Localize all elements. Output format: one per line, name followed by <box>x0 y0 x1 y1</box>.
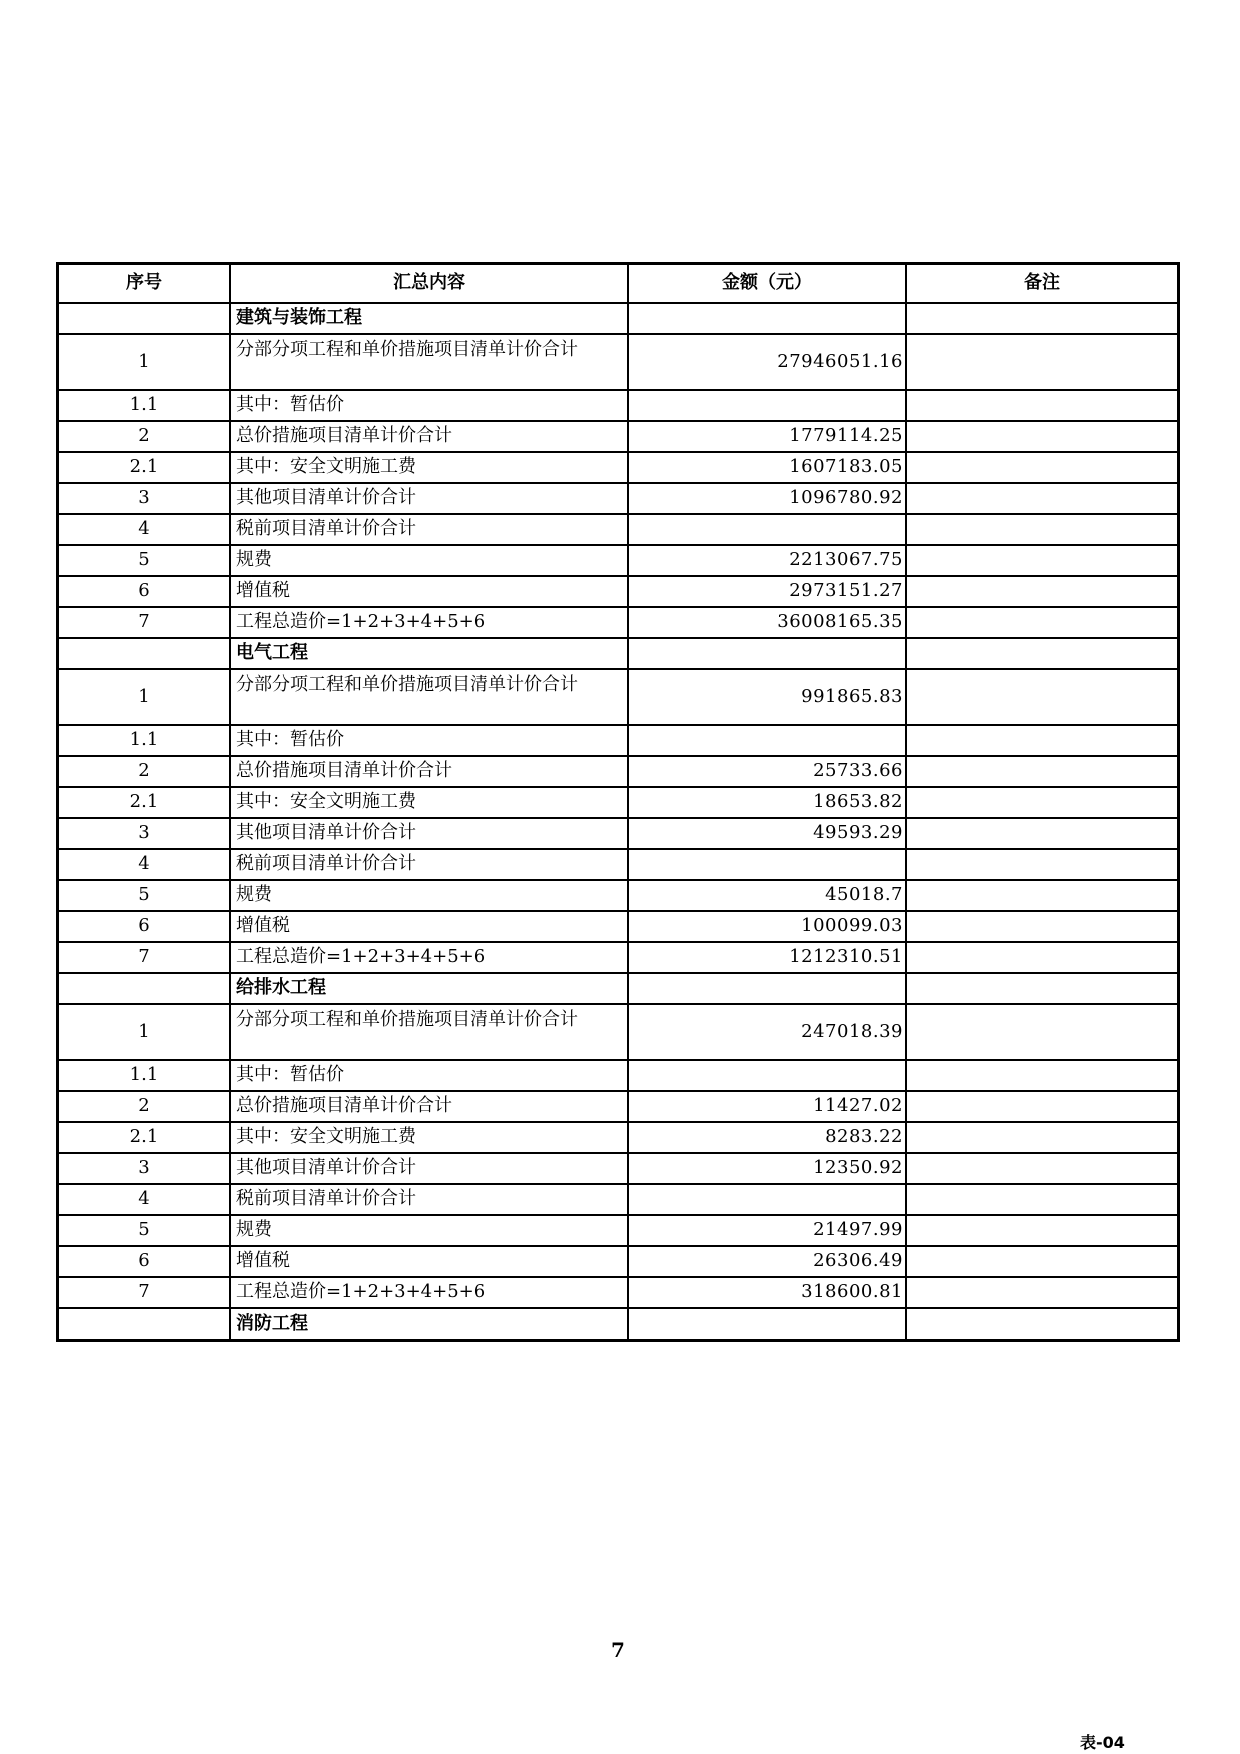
row-remarks <box>906 1184 1177 1215</box>
row-number: 2 <box>59 1091 230 1122</box>
row-content: 规费 <box>230 545 628 576</box>
row-number: 6 <box>59 576 230 607</box>
section-title: 给排水工程 <box>230 973 628 1004</box>
row-remarks <box>906 911 1177 942</box>
row-remarks <box>906 545 1177 576</box>
row-number: 4 <box>59 514 230 545</box>
row-number: 1.1 <box>59 390 230 421</box>
row-amount: 49593.29 <box>628 818 906 849</box>
table-row <box>59 787 1177 818</box>
row-number: 7 <box>59 1277 230 1308</box>
row-number: 2.1 <box>59 787 230 818</box>
row-amount: 991865.83 <box>628 669 906 725</box>
row-number: 7 <box>59 942 230 973</box>
section-remarks-cell <box>906 1308 1177 1339</box>
row-content: 总价措施项目清单计价合计 <box>230 756 628 787</box>
row-remarks <box>906 421 1177 452</box>
section-header-row <box>59 303 1177 334</box>
row-remarks <box>906 1122 1177 1153</box>
row-content: 其中：安全文明施工费 <box>230 1122 628 1153</box>
summary-table-frame <box>56 262 1180 1342</box>
row-number: 5 <box>59 545 230 576</box>
section-header-row <box>59 1308 1177 1339</box>
table-row <box>59 1246 1177 1277</box>
row-number: 1 <box>59 334 230 390</box>
row-remarks <box>906 818 1177 849</box>
row-content: 分部分项工程和单价措施项目清单计价合计 <box>230 334 628 390</box>
row-content: 其中：暂估价 <box>230 725 628 756</box>
table-row <box>59 1184 1177 1215</box>
table-row <box>59 1277 1177 1308</box>
row-number: 1 <box>59 669 230 725</box>
row-remarks <box>906 669 1177 725</box>
row-content: 税前项目清单计价合计 <box>230 849 628 880</box>
row-number: 5 <box>59 880 230 911</box>
form-code: 表-04 <box>1080 1733 1125 1752</box>
table-row <box>59 390 1177 421</box>
row-content: 其中：安全文明施工费 <box>230 452 628 483</box>
row-content: 增值税 <box>230 576 628 607</box>
row-content: 工程总造价=1+2+3+4+5+6 <box>230 607 628 638</box>
row-amount: 21497.99 <box>628 1215 906 1246</box>
row-number: 3 <box>59 483 230 514</box>
row-amount: 27946051.16 <box>628 334 906 390</box>
row-content: 其他项目清单计价合计 <box>230 818 628 849</box>
row-content: 其他项目清单计价合计 <box>230 1153 628 1184</box>
table-row <box>59 607 1177 638</box>
row-remarks <box>906 756 1177 787</box>
row-amount: 45018.7 <box>628 880 906 911</box>
table-row <box>59 880 1177 911</box>
table-row <box>59 849 1177 880</box>
row-remarks <box>906 1004 1177 1060</box>
row-remarks <box>906 1277 1177 1308</box>
row-remarks <box>906 483 1177 514</box>
table-row <box>59 1091 1177 1122</box>
table-row <box>59 725 1177 756</box>
row-number: 3 <box>59 1153 230 1184</box>
row-remarks <box>906 452 1177 483</box>
row-content: 规费 <box>230 1215 628 1246</box>
row-number: 5 <box>59 1215 230 1246</box>
table-row <box>59 756 1177 787</box>
row-amount <box>628 514 906 545</box>
page-number: 7 <box>611 1638 625 1662</box>
row-content: 工程总造价=1+2+3+4+5+6 <box>230 1277 628 1308</box>
row-remarks <box>906 725 1177 756</box>
section-remarks-cell <box>906 973 1177 1004</box>
section-no-cell <box>59 638 230 669</box>
table-row <box>59 1004 1177 1060</box>
row-content: 总价措施项目清单计价合计 <box>230 1091 628 1122</box>
row-number: 2.1 <box>59 452 230 483</box>
row-remarks <box>906 880 1177 911</box>
row-amount: 26306.49 <box>628 1246 906 1277</box>
row-amount <box>628 1184 906 1215</box>
row-content: 增值税 <box>230 1246 628 1277</box>
row-amount <box>628 1060 906 1091</box>
row-content: 工程总造价=1+2+3+4+5+6 <box>230 942 628 973</box>
row-amount: 11427.02 <box>628 1091 906 1122</box>
row-amount: 18653.82 <box>628 787 906 818</box>
section-header-row <box>59 638 1177 669</box>
row-content: 总价措施项目清单计价合计 <box>230 421 628 452</box>
row-amount: 8283.22 <box>628 1122 906 1153</box>
row-number: 2.1 <box>59 1122 230 1153</box>
section-amount-cell <box>628 638 906 669</box>
section-title: 电气工程 <box>230 638 628 669</box>
row-number: 7 <box>59 607 230 638</box>
row-number: 4 <box>59 849 230 880</box>
section-no-cell <box>59 303 230 334</box>
row-remarks <box>906 607 1177 638</box>
table-row <box>59 514 1177 545</box>
row-amount: 25733.66 <box>628 756 906 787</box>
row-amount: 36008165.35 <box>628 607 906 638</box>
row-content: 规费 <box>230 880 628 911</box>
row-remarks <box>906 576 1177 607</box>
row-content: 税前项目清单计价合计 <box>230 1184 628 1215</box>
cost-summary-table <box>59 265 1177 1339</box>
row-number: 4 <box>59 1184 230 1215</box>
table-row <box>59 483 1177 514</box>
row-amount <box>628 390 906 421</box>
row-content: 其中：暂估价 <box>230 390 628 421</box>
section-title: 消防工程 <box>230 1308 628 1339</box>
row-number: 6 <box>59 1246 230 1277</box>
table-row <box>59 421 1177 452</box>
row-remarks <box>906 1215 1177 1246</box>
table-row <box>59 1153 1177 1184</box>
section-title: 建筑与装饰工程 <box>230 303 628 334</box>
table-row <box>59 1215 1177 1246</box>
row-number: 1.1 <box>59 725 230 756</box>
table-row <box>59 911 1177 942</box>
table-row <box>59 1060 1177 1091</box>
section-no-cell <box>59 973 230 1004</box>
row-content: 分部分项工程和单价措施项目清单计价合计 <box>230 1004 628 1060</box>
table-row <box>59 818 1177 849</box>
header-content: 汇总内容 <box>230 265 628 303</box>
row-amount: 100099.03 <box>628 911 906 942</box>
row-amount <box>628 849 906 880</box>
row-number: 3 <box>59 818 230 849</box>
row-amount: 2973151.27 <box>628 576 906 607</box>
section-amount-cell <box>628 303 906 334</box>
table-row <box>59 1122 1177 1153</box>
header-amount: 金额（元） <box>628 265 906 303</box>
section-no-cell <box>59 1308 230 1339</box>
row-remarks <box>906 942 1177 973</box>
row-number: 1.1 <box>59 1060 230 1091</box>
section-amount-cell <box>628 973 906 1004</box>
table-row <box>59 545 1177 576</box>
row-amount: 1607183.05 <box>628 452 906 483</box>
row-amount: 2213067.75 <box>628 545 906 576</box>
row-remarks <box>906 849 1177 880</box>
section-amount-cell <box>628 1308 906 1339</box>
table-header-row <box>59 265 1177 303</box>
row-remarks <box>906 390 1177 421</box>
row-amount: 12350.92 <box>628 1153 906 1184</box>
row-content: 其他项目清单计价合计 <box>230 483 628 514</box>
section-header-row <box>59 973 1177 1004</box>
row-amount: 247018.39 <box>628 1004 906 1060</box>
section-remarks-cell <box>906 638 1177 669</box>
header-no: 序号 <box>59 265 230 303</box>
row-amount: 1212310.51 <box>628 942 906 973</box>
row-remarks <box>906 1153 1177 1184</box>
table-row <box>59 452 1177 483</box>
header-remarks: 备注 <box>906 265 1177 303</box>
row-amount: 318600.81 <box>628 1277 906 1308</box>
section-remarks-cell <box>906 303 1177 334</box>
row-amount: 1096780.92 <box>628 483 906 514</box>
table-body <box>59 303 1177 1339</box>
row-number: 2 <box>59 421 230 452</box>
row-remarks <box>906 1091 1177 1122</box>
table-row <box>59 942 1177 973</box>
row-remarks <box>906 334 1177 390</box>
row-content: 增值税 <box>230 911 628 942</box>
row-number: 1 <box>59 1004 230 1060</box>
row-remarks <box>906 514 1177 545</box>
row-content: 分部分项工程和单价措施项目清单计价合计 <box>230 669 628 725</box>
row-content: 其中：安全文明施工费 <box>230 787 628 818</box>
row-amount <box>628 725 906 756</box>
row-remarks <box>906 787 1177 818</box>
row-number: 6 <box>59 911 230 942</box>
row-remarks <box>906 1060 1177 1091</box>
row-amount: 1779114.25 <box>628 421 906 452</box>
table-row <box>59 334 1177 390</box>
table-row <box>59 669 1177 725</box>
row-remarks <box>906 1246 1177 1277</box>
row-content: 税前项目清单计价合计 <box>230 514 628 545</box>
row-number: 2 <box>59 756 230 787</box>
row-content: 其中：暂估价 <box>230 1060 628 1091</box>
table-row <box>59 576 1177 607</box>
